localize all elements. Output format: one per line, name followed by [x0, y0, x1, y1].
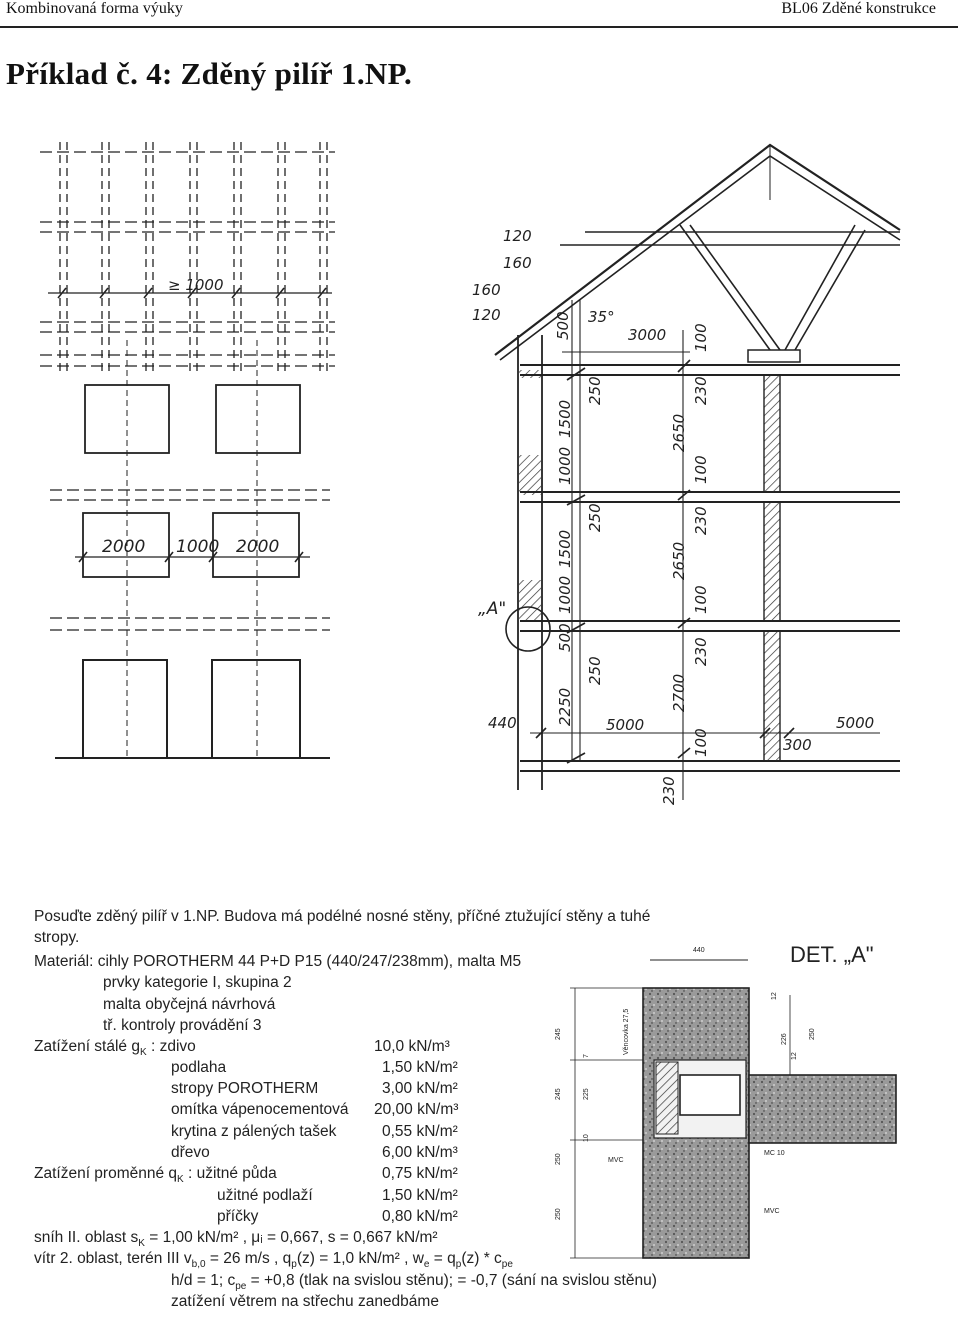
dim-2250: 2250	[556, 687, 574, 726]
detail-dim-l0: 245	[555, 1028, 562, 1040]
text-line-13: Zatížení proměnné $q_K$ : užitné půda	[34, 1165, 277, 1186]
window-gap-label: 1000	[176, 537, 220, 557]
detail-dim-r3: 250	[809, 1028, 816, 1040]
detail-dim-l1: 7	[583, 1054, 590, 1058]
dim-2650-b: 2650	[670, 541, 688, 580]
dim-1500-a: 1500	[556, 399, 574, 438]
detail-dim-l4: 10	[583, 1134, 590, 1142]
dim-1500-b: 1500	[556, 529, 574, 568]
dim-500-a: 500	[554, 311, 572, 340]
dim-1000-a: 1000	[556, 446, 574, 485]
text-line-15: příčky	[217, 1208, 259, 1225]
dim-120-a: 120	[503, 227, 532, 245]
text-line-3: Materiál: cihly POROTHERM 44 P+D P15 (440/247/238mm), malta M5	[34, 953, 522, 970]
value-ceiling: 3,00 kN/m²	[382, 1080, 458, 1097]
text-line-9: stropy POROTHERM	[171, 1080, 319, 1097]
text-line-14: užitné podlaží	[217, 1187, 313, 1204]
dim-100-b: 100	[692, 455, 710, 484]
dim-300: 300	[783, 736, 812, 754]
window-upper-right	[216, 385, 300, 453]
detail-title: DET. „A"	[790, 942, 874, 967]
dim-230-b: 230	[692, 506, 710, 535]
header-course: Kombinovaná forma výuky	[6, 0, 183, 17]
dim-500-b: 500	[556, 623, 574, 652]
header-subject: BL06 Zděné konstrukce	[781, 0, 936, 17]
value-roofing: 0,55 kN/m²	[382, 1123, 458, 1140]
text-line-7: Zatížení stálé $g_K$ : zdivo	[34, 1038, 196, 1059]
dim-2650-a: 2650	[670, 413, 688, 452]
dim-250-b: 250	[586, 503, 604, 532]
text-line-10: omítka vápenocementová	[171, 1101, 349, 1118]
detail-a-marker: „A"	[478, 599, 507, 619]
value-wood: 6,00 kN/m³	[382, 1144, 458, 1161]
text-line-19: zatížení větrem na střechu zanedbáme	[171, 1293, 439, 1310]
value-plaster: 20,00 kN/m³	[374, 1101, 459, 1118]
dim-250-a: 250	[586, 376, 604, 405]
detail-vencovka: Věncovka 27,5	[623, 1008, 630, 1055]
text-line-18: h/d = 1; $c_{pe} = +0,8$ (tlak na svislou stěnu); = -0,7 (sání na svislou stěnu)	[171, 1272, 657, 1293]
dim-250-c: 250	[586, 656, 604, 685]
detail-mc10: MC 10	[764, 1150, 785, 1157]
dim-2700: 2700	[670, 673, 688, 712]
text-line-8: podlaha	[171, 1059, 227, 1076]
text-line-6: tř. kontroly provádění 3	[103, 1017, 262, 1034]
dim-span-top: 3000	[628, 326, 667, 344]
dim-5000-b: 5000	[836, 714, 875, 732]
detail-dim-r2: 12	[791, 1052, 798, 1060]
dim-230-c: 230	[692, 637, 710, 666]
value-masonry: 10,0 kN/m³	[374, 1038, 450, 1055]
text-line-12: dřevo	[171, 1144, 210, 1161]
text-line-4: prvky kategorie I, skupina 2	[103, 974, 292, 991]
elevation-spacing-label: ≥ 1000	[168, 276, 224, 294]
dim-160-b: 160	[472, 281, 501, 299]
door-right	[212, 660, 300, 758]
text-line-17: vítr 2. oblast, terén III $v_{b,0} = 26$ m/s , $q_p(z) = 1,0$ kN/m² , $w_e = q_p(z) * c_{pe}$	[34, 1250, 513, 1271]
detail-slab	[749, 1075, 896, 1143]
text-line-2: stropy.	[34, 929, 80, 946]
detail-mvc-2: MVC	[764, 1208, 780, 1215]
door-left	[83, 660, 167, 758]
detail-dim-l6: 250	[555, 1208, 562, 1220]
text-line-11: krytina z pálených tašek	[171, 1123, 337, 1140]
detail-mvc-1: MVC	[608, 1157, 624, 1164]
dim-120-b: 120	[472, 306, 501, 324]
dim-1000-b: 1000	[556, 575, 574, 614]
dim-5000-a: 5000	[606, 716, 645, 734]
detail-dim-r1: 226	[781, 1033, 788, 1045]
dim-230-a: 230	[692, 376, 710, 405]
elevation-view	[40, 142, 335, 760]
roof-angle: 35°	[588, 308, 615, 326]
dim-230-d: 230	[660, 776, 678, 805]
value-floor: 1,50 kN/m²	[382, 1059, 458, 1076]
value-attic: 0,75 kN/m²	[382, 1165, 458, 1182]
value-partitions: 0,80 kN/m²	[382, 1208, 458, 1225]
dim-100-d: 100	[692, 728, 710, 757]
detail-dim-l3: 225	[583, 1088, 590, 1100]
dim-100-c: 100	[692, 585, 710, 614]
detail-dim-l2: 245	[555, 1088, 562, 1100]
detail-dim-r0: 12	[771, 992, 778, 1000]
dim-440: 440	[488, 714, 517, 732]
detail-width: 440	[693, 947, 705, 954]
detail-a	[570, 960, 896, 1258]
window-width-1-label: 2000	[102, 537, 146, 557]
text-line-16: sníh II. oblast $s_K = 1,00$ kN/m² , μᵢ = 0,667, s = 0,667 kN/m²	[34, 1229, 438, 1250]
detail-dim-l5: 250	[555, 1153, 562, 1165]
dim-100-a: 100	[692, 323, 710, 352]
text-line-1: Posuďte zděný pilíř v 1.NP. Budova má podélné nosné stěny, příčné ztužující stěny a tuhé	[34, 908, 651, 925]
dim-160-a: 160	[503, 254, 532, 272]
window-width-2-label: 2000	[236, 537, 280, 557]
page-title: Příklad č. 4: Zděný pilíř 1.NP.	[6, 56, 413, 91]
section-labels	[472, 227, 874, 805]
value-storey: 1,50 kN/m²	[382, 1187, 458, 1204]
text-line-5: malta obyčejná návrhová	[103, 996, 276, 1013]
